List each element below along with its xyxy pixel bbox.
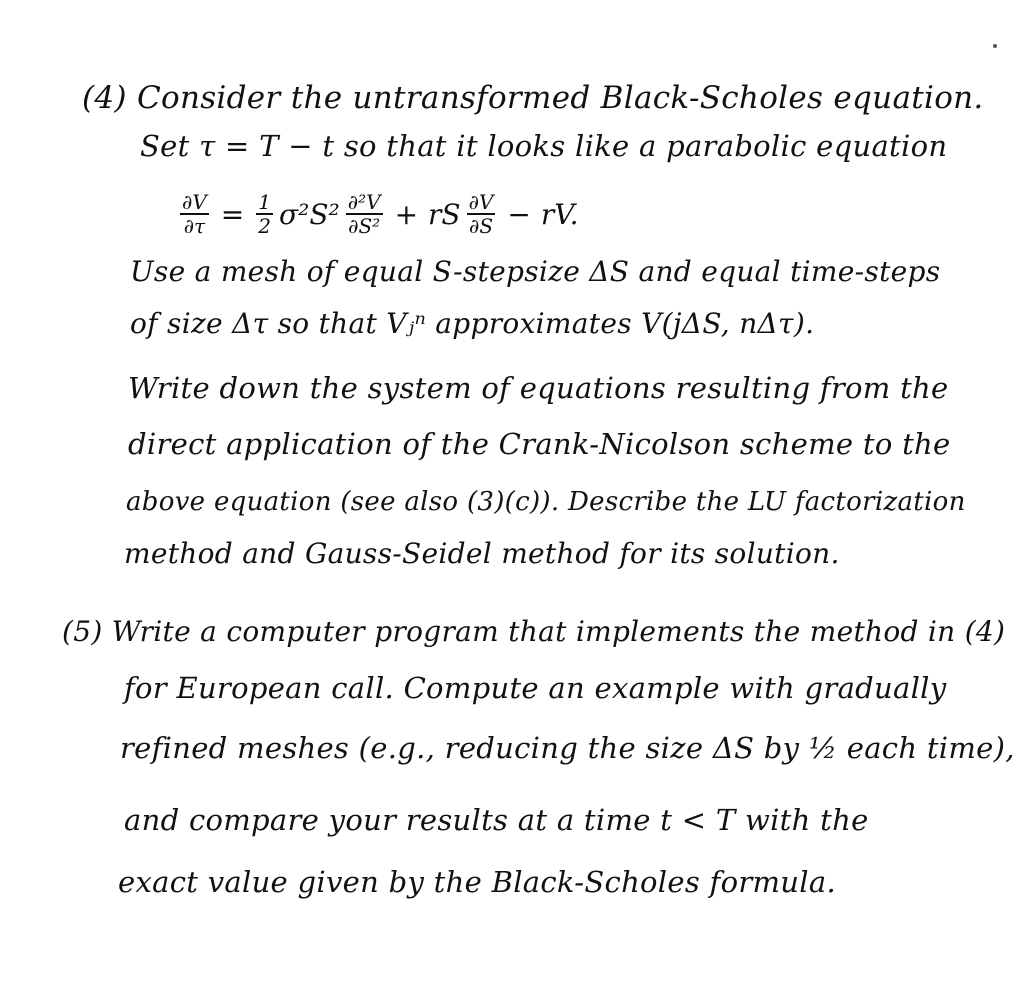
sigma-squared-s-squared: σ²S² — [279, 197, 340, 231]
first-derivative-denominator: ∂S — [468, 214, 494, 238]
ink-speck — [993, 44, 997, 48]
second-derivative-fraction — [346, 192, 383, 236]
r-v-term: rV. — [540, 197, 579, 231]
second-derivative-denominator: ∂S² — [348, 214, 381, 238]
problem-4-line-8: method and Gauss-Seidel method for its solution. — [124, 537, 840, 570]
first-derivative-fraction — [467, 192, 496, 236]
minus-sign: − — [507, 197, 531, 231]
lhs-numerator: ∂V — [182, 190, 207, 214]
equals-sign: = — [220, 197, 245, 231]
lhs-fraction — [180, 192, 209, 236]
first-derivative-numerator: ∂V — [468, 190, 494, 214]
problem-5-line-5: exact value given by the Black-Scholes formula. — [118, 865, 836, 899]
problem-4-line-1: (4) Consider the untransformed Black-Scholes equation. — [82, 80, 984, 116]
problem-5-line-3: refined meshes (e.g., reducing the size ΔS by ½ each time), — [120, 731, 1015, 765]
half-denominator: 2 — [258, 214, 271, 238]
problem-4-line-3: Use a mesh of equal S-stepsize ΔS and equal time-steps — [130, 255, 941, 288]
plus-sign: + — [394, 197, 419, 231]
problem-4-line-4: of size Δτ so that Vⱼⁿ approximates V(jΔS, nΔτ). — [130, 307, 815, 340]
half-numerator: 1 — [258, 190, 271, 214]
problem-4-line-7: above equation (see also (3)(c)). Describe the LU factorization — [126, 487, 966, 517]
problem-4-line-6: direct application of the Crank-Nicolson scheme to the — [128, 427, 951, 461]
problem-5-line-1: (5) Write a computer program that implements the method in (4) — [62, 615, 1006, 648]
black-scholes-equation — [176, 184, 581, 244]
lhs-denominator: ∂τ — [183, 214, 206, 238]
second-derivative-numerator: ∂²V — [347, 190, 381, 214]
problem-5-line-4: and compare your results at a time t < T with the — [124, 803, 869, 837]
problem-4-line-2: Set τ = T − t so that it looks like a parabolic equation — [140, 129, 948, 163]
one-half-fraction — [256, 192, 273, 236]
problem-4-line-5: Write down the system of equations resulting from the — [128, 371, 949, 405]
problem-5-line-2: for European call. Compute an example with gradually — [124, 671, 947, 705]
r-s-term: rS — [428, 197, 461, 231]
